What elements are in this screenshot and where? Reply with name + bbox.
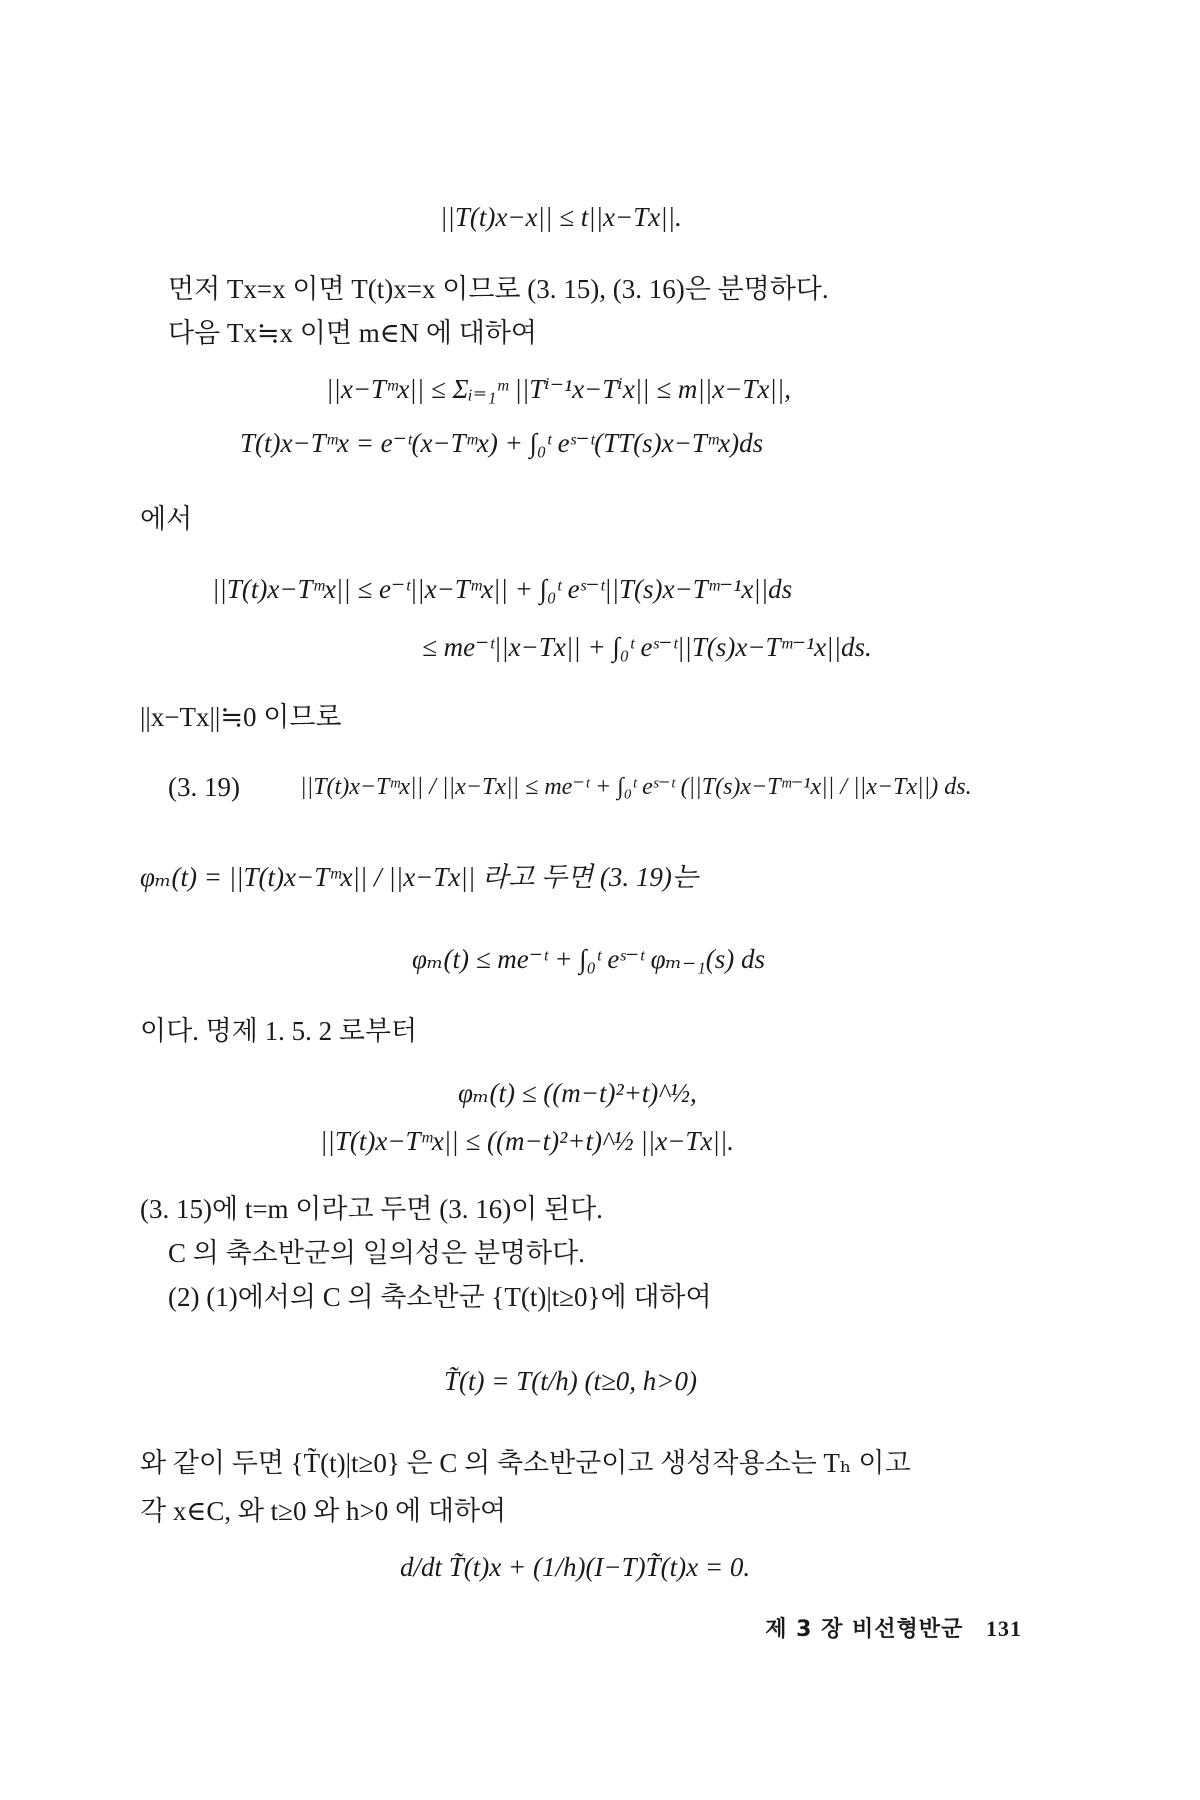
text-line: C 의 축소반군의 일의성은 분명하다. <box>168 1238 585 1268</box>
text-line: 이다. 명제 1. 5. 2 로부터 <box>140 1016 418 1046</box>
page-number: 131 <box>986 1616 1022 1641</box>
text-line: 먼저 Tx=x 이면 T(t)x=x 이므로 (3. 15), (3. 16)은 분명하다. <box>168 274 829 304</box>
equation-norm-bound: ||T(t)x−x|| ≤ t||x−Tx||. <box>440 202 682 232</box>
text-line: ||x−Tx||≒0 이므로 <box>140 702 342 732</box>
equation-phi-definition: φₘ(t) = ||T(t)x−Tᵐx|| / ||x−Tx|| 라고 두면 (3. 19)는 <box>140 862 698 892</box>
text-line: 각 x∈C, 와 t≥0 와 h>0 에 대하여 <box>140 1496 507 1526</box>
equation-norm-final: ||T(t)x−Tᵐx|| ≤ ((m−t)²+t)^½ ||x−Tx||. <box>320 1126 735 1156</box>
equation-phi-inequality: φₘ(t) ≤ me⁻ᵗ + ∫₀ᵗ eˢ⁻ᵗ φₘ₋₁(s) ds <box>412 944 765 974</box>
text-line: (3. 15)에 t=m 이라고 두면 (3. 16)이 된다. <box>140 1194 603 1224</box>
equation-inequality-2: ≤ me⁻ᵗ||x−Tx|| + ∫₀ᵗ eˢ⁻ᵗ||T(s)x−Tᵐ⁻¹x||ds. <box>422 632 872 662</box>
equation-rescaled-semigroup: T̃(t) = T(t/h) (t≥0, h>0) <box>444 1366 697 1396</box>
text-line: 에서 <box>140 504 193 534</box>
chapter-title: 제 3 장 비선형반군 <box>765 1617 964 1642</box>
equation-3-19: ||T(t)x−Tᵐx|| / ||x−Tx|| ≤ me⁻ᵗ + ∫₀ᵗ eˢ⁻ᵗ (||T(s)x−Tᵐ⁻¹x|| / ||x−Tx||) ds. <box>300 774 972 800</box>
equation-sum-bound: ||x−Tᵐx|| ≤ Σᵢ₌₁ᵐ ||Tⁱ⁻¹x−Tⁱx|| ≤ m||x−Tx||, <box>326 374 792 404</box>
equation-phi-bound: φₘ(t) ≤ ((m−t)²+t)^½, <box>458 1078 697 1108</box>
page-footer <box>765 1612 1022 1643</box>
text-line: (2) (1)에서의 C 의 축소반군 {T(t)|t≥0}에 대하여 <box>168 1282 712 1312</box>
equation-differential: d/dt T̃(t)x + (1/h)(I−T)T̃(t)x = 0. <box>400 1552 751 1582</box>
equation-integral-identity: T(t)x−Tᵐx = e⁻ᵗ(x−Tᵐx) + ∫₀ᵗ eˢ⁻ᵗ(TT(s)x−Tᵐx)ds <box>240 428 764 458</box>
text-line: 다음 Tx≒x 이면 m∈N 에 대하여 <box>168 318 538 348</box>
text-line: 와 같이 두면 {T̃(t)|t≥0} 은 C 의 축소반군이고 생성작용소는 Tₕ 이고 <box>140 1448 911 1478</box>
equation-inequality-1: ||T(t)x−Tᵐx|| ≤ e⁻ᵗ||x−Tᵐx|| + ∫₀ᵗ eˢ⁻ᵗ||T(s)x−Tᵐ⁻¹x||ds <box>212 574 793 604</box>
equation-number: (3. 19) <box>168 772 240 802</box>
